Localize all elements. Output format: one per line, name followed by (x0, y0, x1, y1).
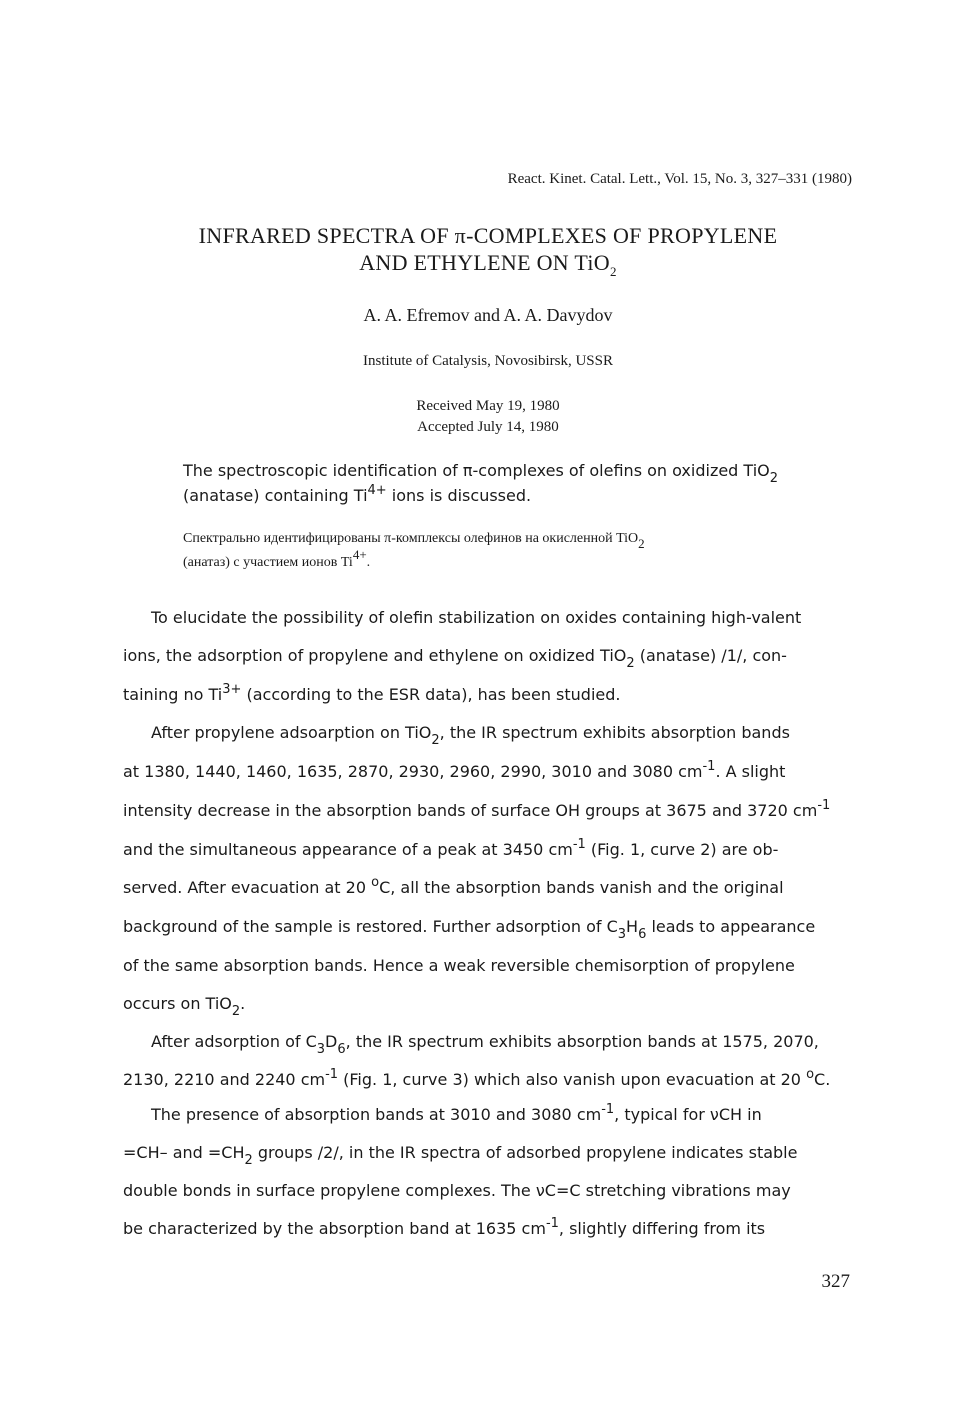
text-segment: (Fig. 1, curve 3) which also vanish upon evacuation at 20 (338, 1070, 807, 1089)
text-segment: (anatase) /1/, con- (634, 646, 787, 665)
superscript: -1 (702, 759, 716, 774)
text-segment: (Fig. 1, curve 2) are ob- (585, 840, 779, 859)
text-segment: After propylene adsoarption on TiO (151, 723, 432, 742)
superscript: -1 (817, 798, 831, 813)
text-segment: After adsorption of C (151, 1032, 317, 1051)
body-line (123, 646, 787, 671)
text-segment: served. After evacuation at 20 (123, 878, 372, 897)
title-line-2: AND ETHYLENE ON TiO$_2$ (359, 250, 617, 279)
text-segment: groups /2/, in the IR spectra of adsorbed propylene indicates stable (252, 1143, 798, 1162)
abstract-en-line-2: (anatase) containing $Ti^{4+}$ ions is discussed. (183, 483, 532, 505)
subscript: 2 (244, 1153, 253, 1168)
text-segment: . A slight (715, 762, 786, 781)
body-line (151, 723, 790, 748)
text-segment: C, all the absorption bands vanish and the original (379, 878, 784, 897)
subscript: 6 (337, 1042, 346, 1057)
text-segment: intensity decrease in the absorption bands of surface OH groups at 3675 and 3720 cm (123, 801, 818, 820)
text-segment: of the same absorption bands. Hence a weak reversible chemisorption of propylene (123, 956, 795, 975)
body-line (123, 917, 816, 942)
superscript: -1 (325, 1067, 339, 1082)
body-line (123, 798, 831, 820)
body-line (151, 608, 801, 627)
superscript: o (371, 875, 380, 890)
text-segment: , the IR spectrum exhibits absorption bands (439, 723, 790, 742)
abstract-ru-line-2: (анатаз) с участием ионов $Ti^{4+}$. (183, 547, 371, 570)
subscript: 6 (638, 927, 647, 942)
subscript: 2 (231, 1004, 241, 1019)
body-line (123, 875, 784, 897)
superscript: o (806, 1067, 815, 1082)
body-line (123, 682, 621, 704)
body-line (123, 1143, 798, 1168)
body-line (151, 1032, 819, 1057)
body-line (123, 956, 795, 975)
text-segment: , the IR spectrum exhibits absorption bands at 1575, 2070, (345, 1032, 819, 1051)
body-line (151, 1102, 762, 1124)
text-segment: ions, the adsorption of propylene and ethylene on oxidized TiO (123, 646, 627, 665)
superscript: 3+ (222, 682, 242, 697)
subscript: 3 (316, 1042, 326, 1057)
paper-title (0, 222, 976, 279)
text-segment: To elucidate the possibility of olefin stabilization on oxides containing high-valent (151, 608, 802, 627)
text-segment: , typical for νCH in (614, 1105, 762, 1124)
body-line (123, 837, 779, 859)
superscript: -1 (545, 1216, 559, 1231)
text-segment: double bonds in surface propylene complexes. The νC=C stretching vibrations may (123, 1181, 791, 1200)
text-segment: occurs on TiO (123, 994, 232, 1013)
body-line (123, 994, 246, 1019)
superscript: -1 (572, 837, 586, 852)
text-segment: =CH– and =CH (123, 1143, 245, 1162)
authors: A. A. Efremov and A. A. Davydov (363, 305, 613, 325)
superscript: -1 (601, 1102, 615, 1117)
text-segment: background of the sample is restored. Further adsorption of C (123, 917, 618, 936)
text-segment: (according to the ESR data), has been studied. (241, 685, 621, 704)
received-date: Received May 19, 1980 (416, 398, 560, 414)
abstract-russian (183, 527, 843, 575)
text-segment: be characterized by the absorption band at 1635 cm (123, 1219, 546, 1238)
dates (0, 396, 976, 438)
text-segment: leads to appearance (646, 917, 816, 936)
abstract-ru-line-1: Спектрально идентифицированы π-комплексы олефинов на окисленной TiO$_2$ (183, 531, 645, 551)
body-line (123, 1067, 831, 1089)
body-line (123, 759, 786, 781)
institute: Institute of Catalysis, Novosibirsk, USSR (362, 353, 613, 369)
body-line (123, 1216, 766, 1238)
body-line (123, 1181, 791, 1200)
subscript: 2 (431, 733, 440, 748)
text-segment: and the simultaneous appearance of a peak at 3450 cm (123, 840, 573, 859)
text-segment: 2130, 2210 and 2240 cm (123, 1070, 326, 1089)
page-number: 327 (821, 1271, 850, 1292)
accepted-date: Accepted July 14, 1980 (417, 419, 559, 435)
text-segment: at 1380, 1440, 1460, 1635, 2870, 2930, 2960, 2990, 3010 and 3080 cm (123, 762, 703, 781)
text-segment: taining no Ti (123, 685, 223, 704)
abstract-en-line-1: The spectroscopic identification of π-complexes of olefins on oxidized TiO$_2$ (183, 461, 779, 486)
title-line-1: INFRARED SPECTRA OF π-COMPLEXES OF PROPYLENE (198, 223, 778, 248)
text-segment: D (325, 1032, 338, 1051)
text-segment: The presence of absorption bands at 3010 and 3080 cm (151, 1105, 602, 1124)
text-segment: C. (814, 1070, 831, 1089)
subscript: 3 (617, 927, 627, 942)
abstract-english (183, 458, 873, 508)
text-segment: . (240, 994, 246, 1013)
journal-citation: React. Kinet. Catal. Lett., Vol. 15, No. 3, 327–331 (1980) (507, 171, 852, 187)
subscript: 2 (626, 656, 635, 671)
text-segment: H (626, 917, 639, 936)
text-segment: , slightly differing from its (558, 1219, 766, 1238)
